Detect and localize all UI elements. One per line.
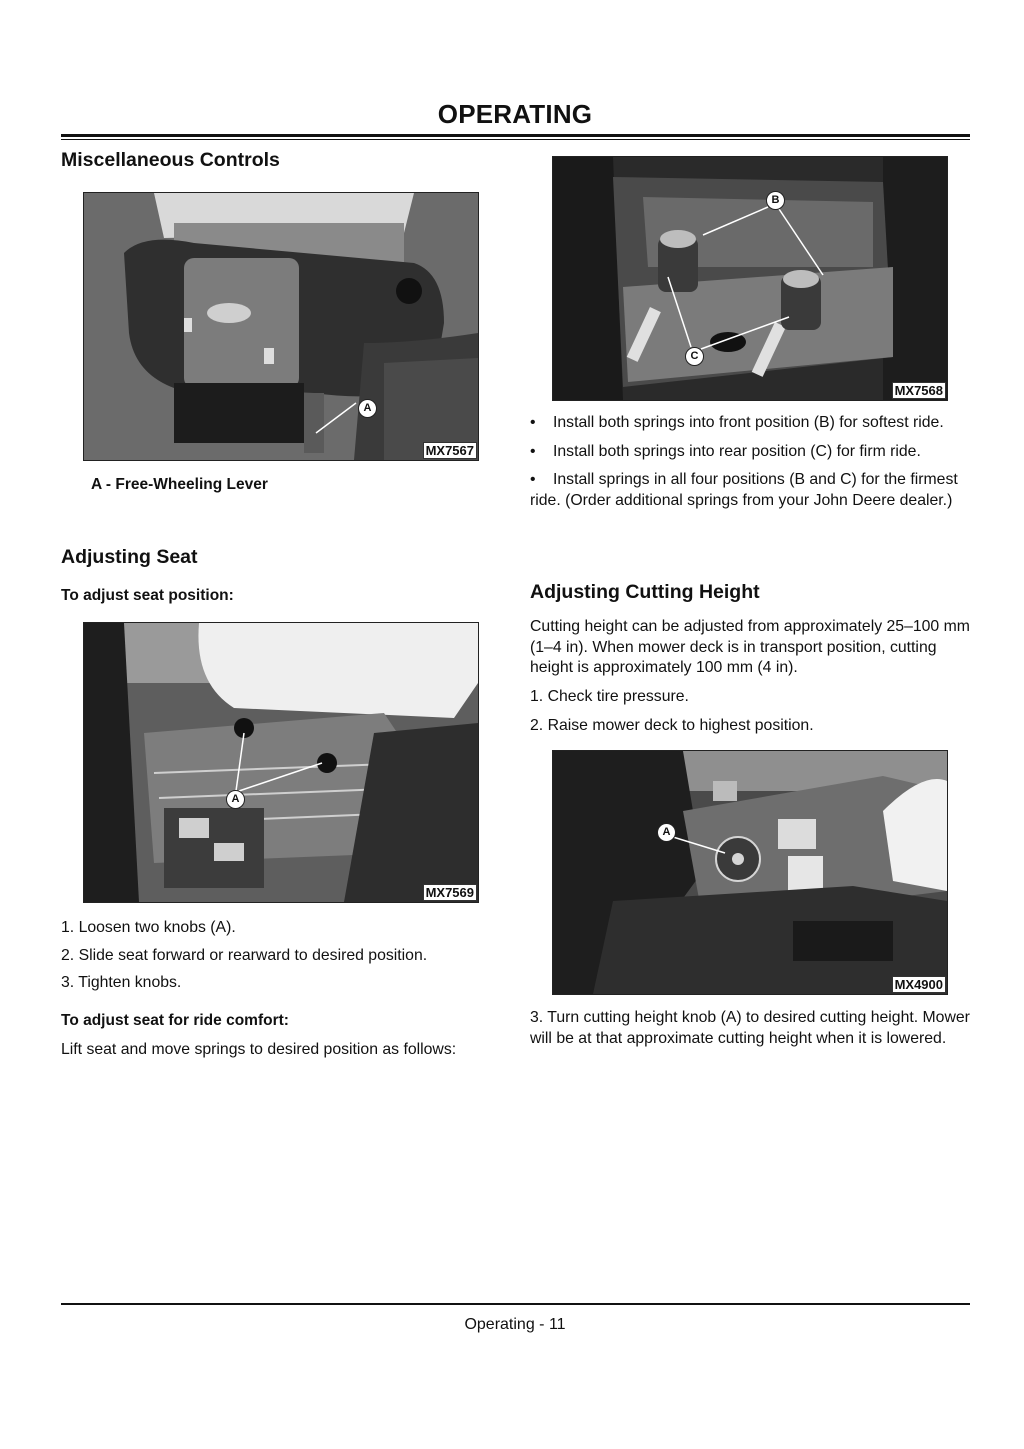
list-item: • Install both springs into front position (B) for softest ride.	[530, 414, 944, 431]
header-rule	[61, 134, 970, 137]
callout-a: A	[226, 790, 245, 809]
free-wheeling-lever-photo	[83, 192, 479, 461]
list-item: 2. Raise mower deck to highest position.	[530, 716, 814, 734]
seat-knobs-photo	[83, 622, 479, 903]
spring-position-list	[530, 413, 975, 511]
cutting-height-heading: Adjusting Cutting Height	[530, 581, 760, 603]
list-item: • Install both springs into rear position (C) for firm ride.	[530, 442, 921, 460]
list-item: 2. Slide seat forward or rearward to desired position.	[61, 946, 428, 964]
seat-position-subheading: To adjust seat position:	[61, 587, 234, 604]
figure-caption: A - Free-Wheeling Lever	[91, 476, 268, 493]
cutting-height-intro: Cutting height can be adjusted from approximately 25–100 mm (1–4 in). When mower deck is in transport position, cutting height is approximately 100 mm (4 in).	[530, 618, 970, 676]
callout-b: B	[766, 191, 785, 210]
seat-springs-photo	[552, 156, 948, 401]
ride-comfort-subheading: To adjust seat for ride comfort:	[61, 1012, 289, 1029]
misc-controls-heading: Miscellaneous Controls	[61, 149, 280, 171]
list-item: 3. Tighten knobs.	[61, 974, 182, 991]
cutting-height-steps	[530, 687, 970, 736]
callout-a: A	[657, 823, 676, 842]
adjusting-seat-heading: Adjusting Seat	[61, 546, 198, 568]
figure-id-tag: MX7568	[892, 382, 946, 399]
cutting-height-knob-photo	[552, 750, 948, 995]
footer-rule	[61, 1303, 970, 1305]
figure-id-tag: MX4900	[892, 976, 946, 993]
header-rule-thin	[61, 139, 970, 140]
seat-position-steps	[61, 918, 501, 994]
figure-id-tag: MX7569	[423, 884, 477, 901]
callout-c: C	[685, 347, 704, 366]
list-item: 1. Check tire pressure.	[530, 688, 689, 705]
list-item: • Install springs in all four positions (B and C) for the firmest ride. (Order additional springs from your John Deere dealer.)	[530, 471, 958, 509]
page-title: OPERATING	[437, 99, 593, 129]
callout-a: A	[358, 399, 377, 418]
page-number: Operating - 11	[464, 1316, 566, 1333]
cutting-height-step3: 3. Turn cutting height knob (A) to desired cutting height. Mower will be at that approximate cutting height when it is lowered.	[530, 1009, 970, 1047]
ride-comfort-text: Lift seat and move springs to desired position as follows:	[61, 1041, 457, 1058]
list-item: 1. Loosen two knobs (A).	[61, 919, 236, 936]
figure-id-tag: MX7567	[423, 442, 477, 459]
